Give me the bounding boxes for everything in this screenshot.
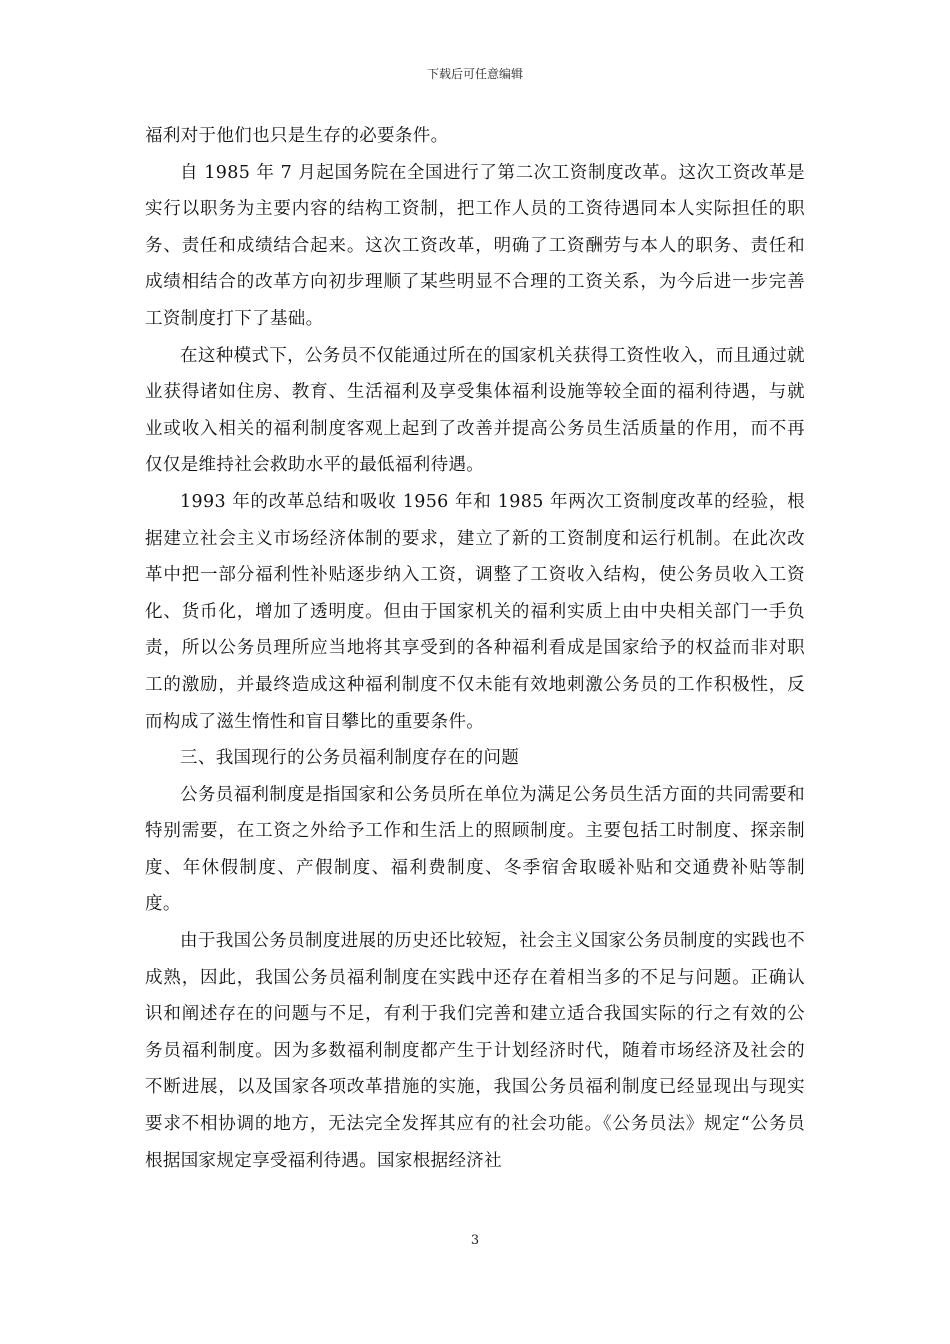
paragraph-problems: 由于我国公务员制度进展的历史还比较短，社会主义国家公务员制度的实践也不成熟，因此，我国公务员福利制度在实践中还存在着相当多的不足与问题。正确认识和阐述存在的问题与不足，有利于我们完善和建立适合我国实际的行之有效的公务员福利制度。因为多数福利制度都产生于计划经济时代，随着市场经济及社会的不断进展，以及国家各项改革措施的实施，我国公务员福利制度已经显现出与现实要求不相协调的地方，无法完全发挥其应有的社会功能。《公务员法》规定“公务员根据国家规定享受福利待遇。国家根据经济社	[145, 931, 805, 1171]
document-body	[145, 118, 805, 1179]
section-heading: 三、我国现行的公务员福利制度存在的问题	[180, 748, 520, 769]
paragraph-welfare-model: 在这种模式下，公务员不仅能通过所在的国家机关获得工资性收入，而且通过就业获得诸如住房、教育、生活福利及享受集体福利设施等较全面的福利待遇，与就业或收入相关的福利制度客观上起到了改善并提高公务员生活质量的作用，而不再仅仅是维持社会救助水平的最低福利待遇。	[145, 345, 805, 476]
paragraph-1993-reform: 1993 年的改革总结和吸收 1956 年和 1985 年两次工资制度改革的经验，根据建立社会主义市场经济体制的要求，建立了新的工资制度和运行机制。在此次改革中把一部分福利性补贴逐步纳入工资，调整了工资收入结构，使公务员收入工资化、货币化，增加了透明度。但由于国家机关的福利实质上由中央相关部门一手负责，所以公务员理所应当地将其享受到的各种福利看成是国家给予的权益而非对职工的激励，并最终造成这种福利制度不仅未能有效地刺激公务员的工作积极性，反而构成了滋生惰性和盲目攀比的重要条件。	[145, 491, 805, 732]
paragraph-welfare-definition: 公务员福利制度是指国家和公务员所在单位为满足公务员生活方面的共同需要和特别需要，在工资之外给予工作和生活上的照顾制度。主要包括工时制度、探亲制度、年休假制度、产假制度、福利费制度、冬季宿舍取暖补贴和交通费补贴等制度。	[145, 784, 805, 915]
paragraph-1985-reform: 自 1985 年 7 月起国务院在全国进行了第二次工资制度改革。这次工资改革是实行以职务为主要内容的结构工资制，把工作人员的工资待遇同本人实际担任的职务、责任和成绩结合起来。这次工资改革，明确了工资酬劳与本人的职务、责任和成绩相结合的改革方向初步理顺了某些明显不合理的工资关系，为今后进一步完善工资制度打下了基础。	[145, 162, 805, 329]
page-header: 下载后可任意编辑	[426, 67, 523, 81]
page-number: 3	[470, 1233, 480, 1248]
paragraph-continuation: 福利对于他们也只是生存的必要条件。	[145, 126, 449, 146]
